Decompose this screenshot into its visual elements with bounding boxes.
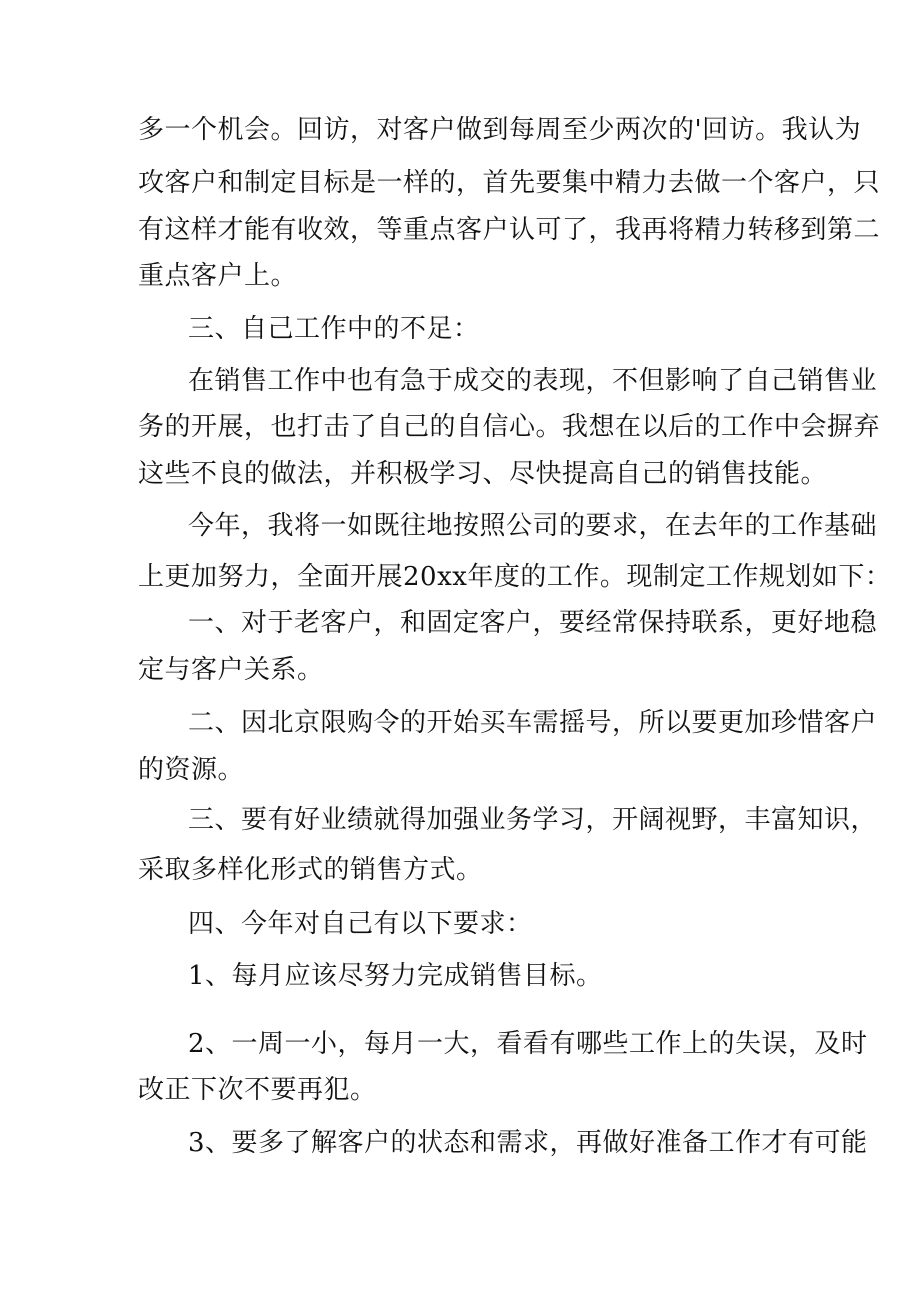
text-line: 攻客户和制定目标是一样的，首先要集中精力去做一个客户，只 — [138, 168, 881, 198]
text-line: 有这样才能有收效，等重点客户认可了，我再将精力转移到第二 — [138, 215, 881, 245]
text-line: 上更加努力，全面开展20xx年度的工作。现制定工作规划如下： — [138, 562, 892, 592]
requirement-item-2: 2、一周一小，每月一大，看看有哪些工作上的失误，及时 — [188, 1029, 868, 1059]
requirement-item-1: 1、每月应该尽努力完成销售目标。 — [188, 961, 603, 991]
text-line: 的资源。 — [138, 755, 245, 785]
text-line: 采取多样化形式的销售方式。 — [138, 855, 483, 885]
list-item-1: 一、对于老客户，和固定客户，要经常保持联系，更好地稳 — [188, 608, 878, 638]
text-line: 定与客户关系。 — [138, 655, 324, 685]
text-line: 这些不良的做法，并积极学习、尽快提高自己的销售技能。 — [138, 459, 828, 489]
list-item-3: 三、要有好业绩就得加强业务学习，开阔视野，丰富知识， — [188, 805, 878, 835]
requirement-item-3: 3、要多了解客户的状态和需求，再做好准备工作才有可能 — [188, 1128, 868, 1158]
section-heading: 四、今年对自己有以下要求： — [188, 909, 533, 939]
text-line: 务的开展，也打击了自己的自信心。我想在以后的工作中会摒弃 — [138, 412, 881, 442]
text-line: 在销售工作中也有急于成交的表现，不但影响了自己销售业 — [188, 366, 878, 396]
section-heading: 三、自己工作中的不足： — [188, 314, 480, 344]
text-line: 改正下次不要再犯。 — [138, 1075, 377, 1105]
text-line: 多一个机会。回访，对客户做到每周至少两次的'回访。我认为 — [138, 115, 862, 145]
list-item-2: 二、因北京限购令的开始买车需摇号，所以要更加珍惜客户 — [188, 708, 878, 738]
text-line: 重点客户上。 — [138, 261, 298, 291]
text-line: 今年，我将一如既往地按照公司的要求，在去年的工作基础 — [188, 511, 878, 541]
